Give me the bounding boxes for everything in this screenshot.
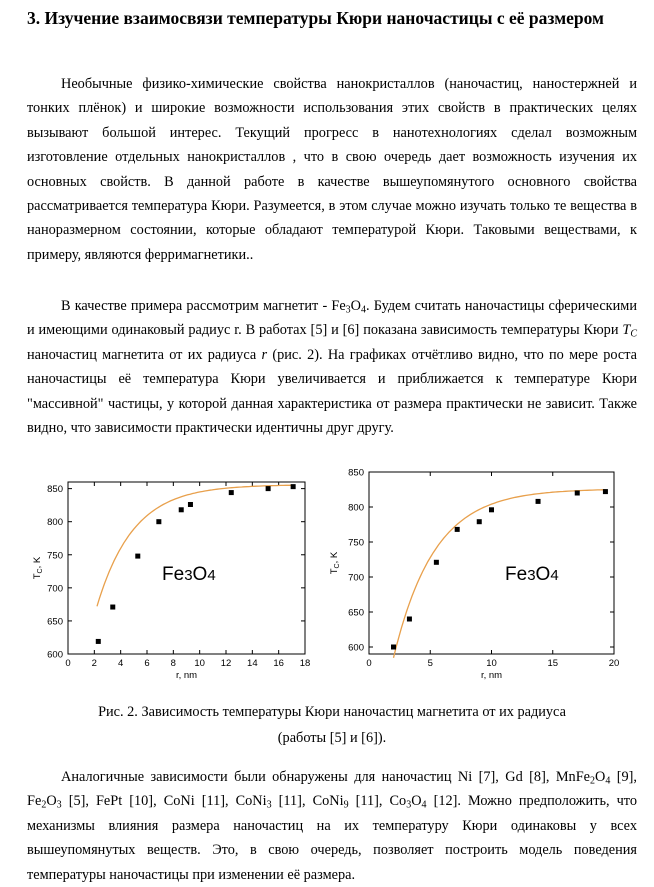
data-point bbox=[407, 617, 412, 622]
x-tick-label: 12 bbox=[220, 658, 232, 669]
formula-label: Fe3O4 bbox=[162, 564, 216, 585]
y-tick-label: 650 bbox=[348, 607, 364, 619]
x-tick-label: 0 bbox=[366, 658, 372, 669]
x-tick-label: 6 bbox=[144, 658, 150, 669]
y-tick-label: 750 bbox=[348, 537, 364, 549]
figure-caption-line1: Рис. 2. Зависимость температуры Кюри наночастиц магнетита от их радиуса bbox=[98, 704, 566, 720]
data-point bbox=[110, 605, 115, 610]
data-point bbox=[536, 499, 541, 504]
chart-left bbox=[30, 470, 320, 685]
plot-frame bbox=[369, 472, 614, 654]
data-point bbox=[266, 486, 271, 491]
y-tick-label: 850 bbox=[348, 467, 364, 479]
x-tick-label: 5 bbox=[427, 658, 433, 669]
data-point bbox=[188, 502, 193, 507]
paragraph-similar: Аналогичные зависимости были обнаружены для наночастиц Ni [7], Gd [8], $MnFe_2O_4$ [9], $Fe_2O_3$ [5], FePt [10], CoNi [11], CoNi$_3$ [11], CoNi$_9$ [11], $Co_3O_4$ [12]. Можно предположить, что механизмы влияния размера наночастиц на их температуру Кюри одинаковы у всех вышеупомянутых веществ. Это, в свою очередь, позволяет построить модель поведения температуры наночастицы при изменении её размера. bbox=[27, 769, 637, 883]
data-point bbox=[96, 639, 101, 644]
x-tick-label: 2 bbox=[91, 658, 97, 669]
data-point bbox=[391, 645, 396, 650]
fit-curve bbox=[394, 490, 606, 658]
y-tick-label: 800 bbox=[348, 502, 364, 514]
data-point bbox=[477, 519, 482, 524]
paragraph-magnetite: В качестве примера рассмотрим магнетит - $Fe_3O_4$. Будем считать наночастицы сферическими и имеющими одинаковый радиус r. В работах [5] и [6] показана зависимость температуры Кюри $T_C$ наночастиц магнетита от их радиуса r (рис. 2). На графиках отчётливо видно, что по мере роста наночастицы её температура Кюри увеличивается и приближается к температуре Кюри "массивной" частицы, у которой данная характеристика от размера практически не зависит. Также видно, что зависимости практически идентичны друг другу. bbox=[27, 298, 637, 437]
x-axis-title: r, nm bbox=[175, 670, 198, 681]
x-tick-label: 0 bbox=[65, 658, 71, 669]
y-tick-label: 800 bbox=[47, 517, 63, 529]
data-point bbox=[455, 527, 460, 532]
x-tick-label: 18 bbox=[299, 658, 311, 669]
y-tick-label: 700 bbox=[348, 572, 364, 584]
x-tick-label: 16 bbox=[273, 658, 284, 669]
data-point bbox=[179, 507, 184, 512]
chart-right bbox=[325, 462, 625, 687]
y-tick-label: 600 bbox=[348, 642, 364, 654]
x-tick-label: 10 bbox=[486, 658, 497, 669]
y-tick-label: 700 bbox=[47, 583, 63, 595]
x-tick-label: 15 bbox=[547, 658, 559, 669]
data-point bbox=[489, 507, 494, 512]
data-point bbox=[135, 554, 140, 559]
x-tick-label: 10 bbox=[194, 658, 205, 669]
x-tick-label: 14 bbox=[247, 658, 258, 669]
fit-curve bbox=[97, 485, 293, 606]
y-tick-label: 650 bbox=[47, 616, 63, 628]
data-point bbox=[229, 490, 234, 495]
figure-caption-line2: (работы [5] и [6]). bbox=[277, 730, 387, 746]
x-tick-label: 8 bbox=[170, 658, 176, 669]
y-tick-label: 600 bbox=[47, 649, 63, 661]
tc-symbol: $T_C$ bbox=[622, 322, 637, 340]
data-point bbox=[575, 491, 580, 496]
data-point bbox=[434, 560, 439, 565]
data-point bbox=[603, 489, 608, 494]
x-tick-label: 4 bbox=[118, 658, 124, 669]
paragraph-intro: Необычные физико-химические свойства нанокристаллов (наночастиц, наностержней и тонких плёнок) и широкие возможности использования этих свойств в практических целях вызывают большой интерес. Текущий прогресс в нанотехнологиях сделал возможным изготовление отдельных нанокристаллов , что в свою очередь дает возможность изучения их основных свойств. В данной работе в качестве вышеупомянутого основного свойства рассматривается температура Кюри. Разумеется, в этом случае можно изучать только те вещества в наноразмерном состоянии, которые обладают температурой Кюри. Таковыми веществами, к примеру, являются ферримагнетики.. bbox=[27, 76, 637, 263]
data-point bbox=[156, 519, 161, 524]
x-tick-label: 20 bbox=[608, 658, 620, 669]
data-point bbox=[291, 484, 296, 489]
y-axis-title: $T_C$, K bbox=[329, 551, 341, 575]
y-tick-label: 850 bbox=[47, 484, 63, 496]
y-axis-title: $T_C$, K bbox=[32, 556, 44, 580]
x-axis-title: r, nm bbox=[480, 670, 503, 681]
section-heading: 3. Изучение взаимосвязи температуры Кюри наночастицы с её размером bbox=[27, 8, 604, 28]
y-tick-label: 750 bbox=[47, 550, 63, 562]
formula-label: Fe3O4 bbox=[505, 564, 559, 585]
